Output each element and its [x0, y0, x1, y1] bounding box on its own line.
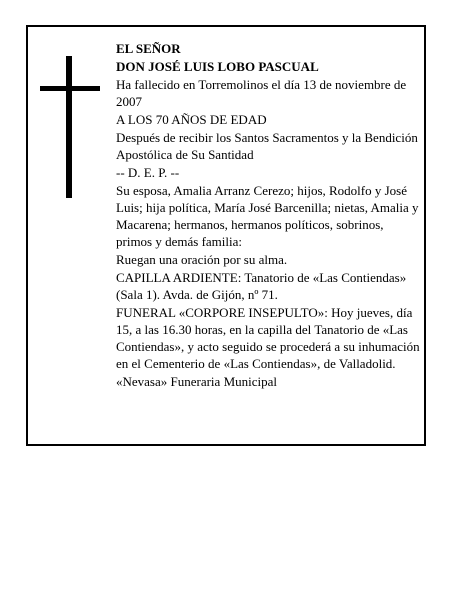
rip-line: -- D. E. P. -- — [116, 165, 180, 180]
funeral-home: «Nevasa» Funeraria Municipal — [116, 374, 278, 389]
cross-horizontal-bar — [40, 86, 100, 91]
cross-vertical-bar — [66, 56, 72, 198]
funeral-info: FUNERAL «CORPORE INSEPULTO»: Hoy jueves, día 15, a las 16.30 horas, en la capilla del Tanatorio de «Las Contiendas», y acto seguido se procederá a su inhumación en el Cementerio de «Las Contiendas», de Valladolid. — [116, 305, 420, 371]
sacraments-line: Después de recibir los Santos Sacramentos y la Bendición Apostólica de Su Santidad — [116, 130, 418, 162]
age-line: A LOS 70 AÑOS DE EDAD — [116, 112, 267, 127]
latin-cross-icon — [40, 56, 100, 198]
notice-title-line-1: EL SEÑOR — [116, 41, 181, 56]
prayer-request: Ruegan una oración por su alma. — [116, 252, 288, 267]
notice-text — [116, 40, 422, 391]
death-announcement: Ha fallecido en Torremolinos el día 13 de noviembre de 2007 — [116, 77, 407, 109]
chapel-info: CAPILLA ARDIENTE: Tanatorio de «Las Contiendas» (Sala 1). Avda. de Gijón, nº 71. — [116, 270, 407, 302]
obituary-notice — [26, 25, 426, 446]
family-line: Su esposa, Amalia Arranz Cerezo; hijos, Rodolfo y José Luis; hija política, María José Barcenilla; nietas, Amalia y Macarena; hermanos, hermanos políticos, sobrinos, primos y demás familia: — [116, 183, 419, 249]
deceased-name: DON JOSÉ LUIS LOBO PASCUAL — [116, 59, 319, 74]
